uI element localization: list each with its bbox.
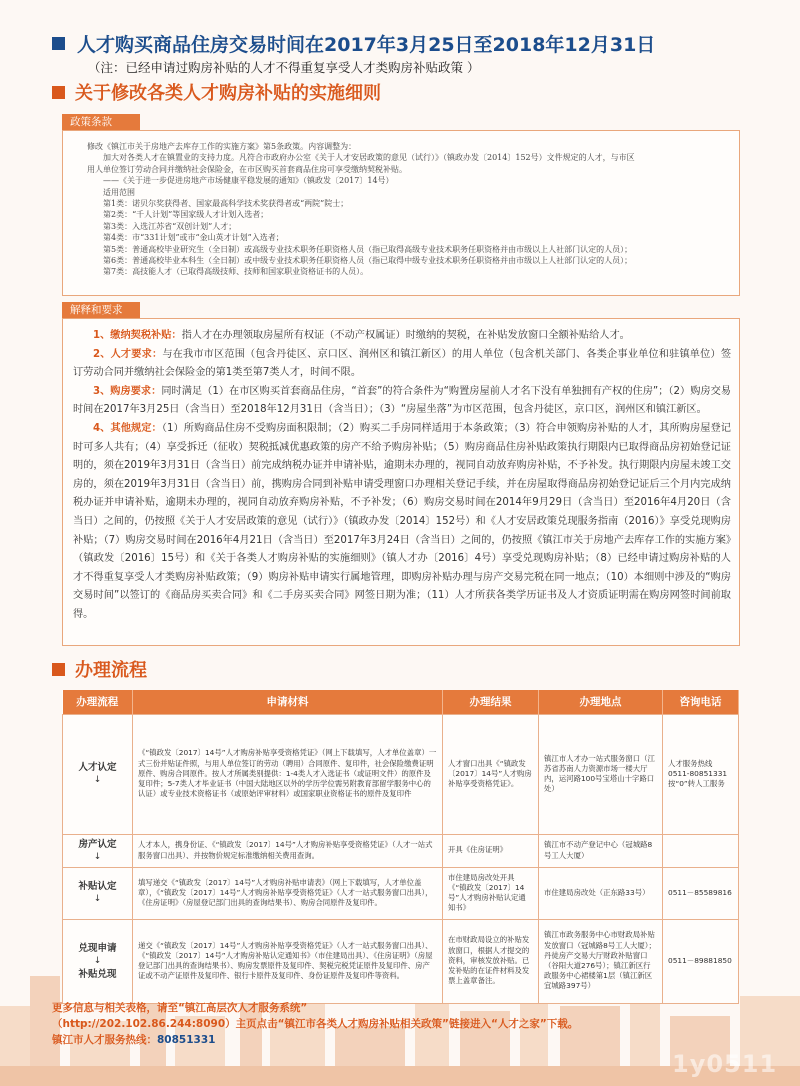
site-watermark: 1y0511: [672, 1050, 778, 1078]
table-header: 办理地点: [539, 690, 663, 714]
orange-square-icon: [52, 86, 65, 99]
explanation-label: 2、人才要求：: [93, 348, 163, 360]
step-name: 房产认定: [78, 838, 117, 850]
policy-line: 第5类：普通高校毕业研究生（全日制）或高级专业技术职务任职资格人员（指已取得高级专业技术职务任职资格并由市级以上人社部门认定的人员）；: [87, 244, 633, 254]
explanation-text: 同时满足（1）在市区购买首套商品住房，“首套”的符合条件为“购置房屋前人才名下没有单独拥有产权的住房”；（2）购房交易时间在2017年3月25日（含当日）至2018年12月31日（含当日）；（3）“房屋坐落”为市区范围，包含丹徒区，京口区，润州区和镇江新区。: [73, 385, 731, 416]
step-cell: [63, 834, 133, 867]
policy-line: 修改《镇江市关于房地产去库存工作的实施方案》第5条政策。内容调整为：: [87, 142, 357, 151]
blue-square-icon: [52, 37, 65, 50]
policy-line: 加大对各类人才在镇置业的支持力度。凡符合市政府办公室《关于人才安居政策的意见（试行）》（镇政办发〔2014〕152号）文件规定的人才，与市区: [87, 153, 635, 163]
heading-implementation-rules-text: 关于修改各类人才购房补贴的实施细则: [75, 83, 381, 104]
table-header: 办理流程: [63, 690, 133, 714]
table-header: 咨询电话: [663, 690, 739, 714]
step-cell: [63, 919, 133, 1003]
step-cell: [63, 867, 133, 919]
step-cell: [63, 714, 133, 834]
step-name: 补贴认定: [78, 881, 117, 892]
heading-process: [52, 656, 147, 682]
phone-cell: 人才服务热线 0511-80851331 按“0”转人工服务: [663, 714, 739, 834]
place-cell: 市住建局房改处（正东路33号）: [539, 867, 663, 919]
hotline-label: 镇江市人才服务热线：: [52, 1034, 157, 1046]
policy-line: 用人单位签订劳动合同并缴纳社会保险金，在市区购买首套商品住房可享受缴纳契税补贴。: [87, 164, 407, 174]
place-cell: 镇江市不动产登记中心（冠城路8号工人大厦）: [539, 834, 663, 867]
result-cell: 在市财政局设立的补贴发放窗口，根据人才提交的资料，审核发放补贴。已发补贴的在证件材料及发票上盖章备注。: [443, 919, 539, 1003]
explanation-text: （1）所购商品住房不受购房面积限制；（2）购买二手房同样适用于本条政策；（3）符合申领购房补贴的人才，其所购房屋登记时可多人共有；（4）享受拆迁（征收）契税抵减优惠政策的房产不给予购房补贴；（5）购房商品住房补贴政策执行期限内已取得商品房初始登记证明的，须在2019年3月31日（含当日）前完成纳税办证并申请补贴，逾期未办理的，视同自动放弃购房补贴，不予补发。执行期限内房屋未竣工交房的，须在2019年3月31日（含当日）前，携购房合同到补贴申请受理窗口办理相关登记手续，并在房屋取得商品房初始登记证后三个月内完成纳税办证并申请补贴，逾期未办理的，视同自动放弃购房补贴，不予补发；（6）购房交易时间在2014年9月29日（含当日）至2016年4月20日（含当日）之间的，仍按照《关于人才安居政策的意见（试行）》（镇政办发〔2014〕152号）和《人才安居政策兑现服务指南（2016）》享受兑现购房补贴；（7）购房交易时间在2016年4月21日（含当日）至2017年3月24日（含当日）之间的，仍按照《镇江市关于房地产去库存工作的实施方案》（镇政发〔2016〕15号）和《关于各类人才购房补贴的实施细则》（镇人才办〔2016〕4号）享受兑现购房补贴；（8）已经申请过购房补贴的人才不得重复享受人才类购房补贴政策；（9）购房补贴申请实行属地管理，即购房补贴办理与房产交易完税在同一地点；（10）本细则中涉及的“购房交易时间”以签订的《商品房买卖合同》和《二手房买卖合同》网签日期为准；（11）人才所获各类学历证书及人才资质证明需在购房网签时间前取得。: [73, 422, 731, 620]
policy-line: 第6类：普通高校毕业本科生（全日制）或中级专业技术职务任职资格人员（指已取得中级专业技术职务任职资格并由市级以上人社部门认定的人员）；: [87, 256, 633, 266]
down-arrow-icon: ↓: [93, 775, 102, 785]
explanation-label: 1、缴纳契税补贴：: [93, 330, 182, 341]
materials-cell: 递交《“镇政发〔2017〕14号”人才购房补贴享受资格凭证》（人才一站式服务窗口出具）、《“镇政发〔2017〕14号”人才购房补贴认定通知书》（市住建局出具）、《住房证明》（房屋登记部门出具的查询结果书）、购房发票原件及复印件、契税完税凭证原件及复印件、房产证或不动产证原件及复印件、银行卡原件及复印件、身份证原件及复印件等资料。: [133, 919, 443, 1003]
down-arrow-icon: ↓: [93, 955, 102, 966]
result-cell: 市住建局房改处开具《“镇政发〔2017〕14号”人才购房补贴认定通知书》: [443, 867, 539, 919]
step-name: 人才认定: [78, 762, 117, 773]
down-arrow-icon: ↓: [93, 851, 102, 862]
table-row: [63, 919, 739, 1003]
result-cell: 开具《住房证明》: [443, 834, 539, 867]
policy-line: ——《关于进一步促进房地产市场健康平稳发展的通知》（镇政发〔2017〕14号）: [87, 176, 394, 186]
table-row: [63, 714, 739, 834]
footer-hotline: [52, 1032, 578, 1048]
heading-implementation-rules: [52, 79, 381, 105]
footer-link-line[interactable]: （http://202.102.86.244:8090）主页点击“镇江市各类人才购房补贴相关政策”链接进入“人才之家”下载。: [52, 1018, 579, 1030]
table-header: 办理结果: [443, 690, 539, 714]
phone-cell: 0511－85589816: [663, 867, 739, 919]
policy-line: 第2类：“千人计划”等国家级人才计划入选者；: [87, 210, 269, 220]
explanation-text: 指人才在办理领取房屋所有权证（不动产权属证）时缴纳的契税，在补贴发放窗口全额补贴给人才。: [181, 330, 630, 341]
heading-purchase-period: [52, 30, 655, 57]
down-arrow-icon: ↓: [93, 894, 102, 904]
policy-line: 第3类：入选江苏省“双创计划”人才；: [87, 221, 237, 231]
explanation-paragraph: [73, 327, 731, 346]
explanation-tag: 解释和要求: [62, 302, 140, 318]
explanation-text: 与在我市市区范围（包含丹徒区、京口区、润州区和镇江新区）的用人单位（包含机关部门、各类企事业单位和驻镇单位）签订劳动合同并缴纳社会保险金的第1类至第7类人才，时间不限。: [73, 348, 732, 379]
hotline-number: 80851331: [157, 1034, 216, 1046]
policy-line: 第1类：诺贝尔奖获得者、国家最高科学技术奖获得者或“两院”院士；: [87, 199, 349, 209]
orange-square-icon: [52, 663, 65, 676]
duplicate-subsidy-note: （注：已经申请过购房补贴的人才不得重复享受人才类购房补贴政策 ）: [88, 60, 480, 75]
table-row: [63, 867, 739, 919]
table-row: [63, 834, 739, 867]
policy-clause-box: [62, 130, 740, 296]
place-cell: 镇江市人才办一站式服务窗口（江苏省苏南人力资源市场一楼大厅内，运河路100号宝塔山十字路口处）: [539, 714, 663, 834]
materials-cell: 《“镇政发〔2017〕14号”人才购房补贴享受资格凭证》（网上下载填写，人才单位盖章）一式三份并贴证件照，与用人单位签订的劳动（聘用）合同原件、复印件，社会保险缴费证明原件、购房合同原件。按人才所属类别提供：1-4类人才入选证书（或证明文件）的原件及复印件；5-7类人才毕业证书（中国大陆地区以外的学历学位需另附教育部留学服务中心的认证）或专业技术资格证书（或原始评审材料）或国家职业资格证书的原件及复印件: [133, 714, 443, 834]
phone-cell: [663, 834, 739, 867]
explanation-box: [62, 318, 740, 646]
materials-cell: 填写递交《“镇政发〔2017〕14号”人才购房补贴申请表》（网上下载填写，人才单位盖章），《“镇政发〔2017〕14号”人才购房补贴享受资格凭证》（人才一站式服务窗口出具），《住房证明》（房屋登记部门出具的查询结果书）、购房合同原件及复印件。: [133, 867, 443, 919]
table-header: 申请材料: [133, 690, 443, 714]
policy-line: 第7类：高技能人才（已取得高级技师、技师和国家职业资格证书的人员）。: [87, 267, 369, 277]
table-header-row: [63, 690, 739, 714]
step-name: 补贴兑现: [78, 968, 117, 980]
explanation-label: 4、其他规定：: [93, 422, 162, 434]
result-cell: 人才窗口出具《“镇政发〔2017〕14号”人才购房补贴享受资格凭证》。: [443, 714, 539, 834]
policy-clause-tag: 政策条款: [62, 114, 140, 130]
heading-purchase-period-text: 人才购买商品住房交易时间在2017年3月25日至2018年12月31日: [77, 34, 656, 56]
policy-line: 适用范围: [87, 187, 135, 197]
phone-cell: 0511－89881850: [663, 919, 739, 1003]
place-cell: 镇江市政务服务中心市财政局补贴发放窗口（冠城路8号工人大厦）；丹徒房产交易大厅财政补贴窗口（谷阳大道276号）；镇江新区行政服务中心裙楼第1层（镇江新区宜城路397号）: [539, 919, 663, 1003]
materials-cell: 人才本人，携身份证、《“镇政发〔2017〕14号”人才购房补贴享受资格凭证》（人才一站式服务窗口出具）、并按物价规定标准缴纳相关费用查询。: [133, 834, 443, 867]
explanation-label: 3、购房要求：: [93, 385, 162, 397]
heading-process-text: 办理流程: [75, 660, 147, 681]
explanation-paragraph: [73, 383, 731, 420]
step-name: 兑现申请: [78, 942, 117, 954]
policy-line: 第4类：市“331计划”或市“金山英才计划”入选者；: [87, 233, 284, 243]
footer-line: 更多信息与相关表格，请至“镇江高层次人才服务系统”: [52, 1002, 308, 1014]
explanation-paragraph: [73, 420, 731, 625]
footer-info: [52, 1000, 578, 1048]
explanation-paragraph: [73, 346, 731, 383]
process-table: [62, 690, 739, 1004]
